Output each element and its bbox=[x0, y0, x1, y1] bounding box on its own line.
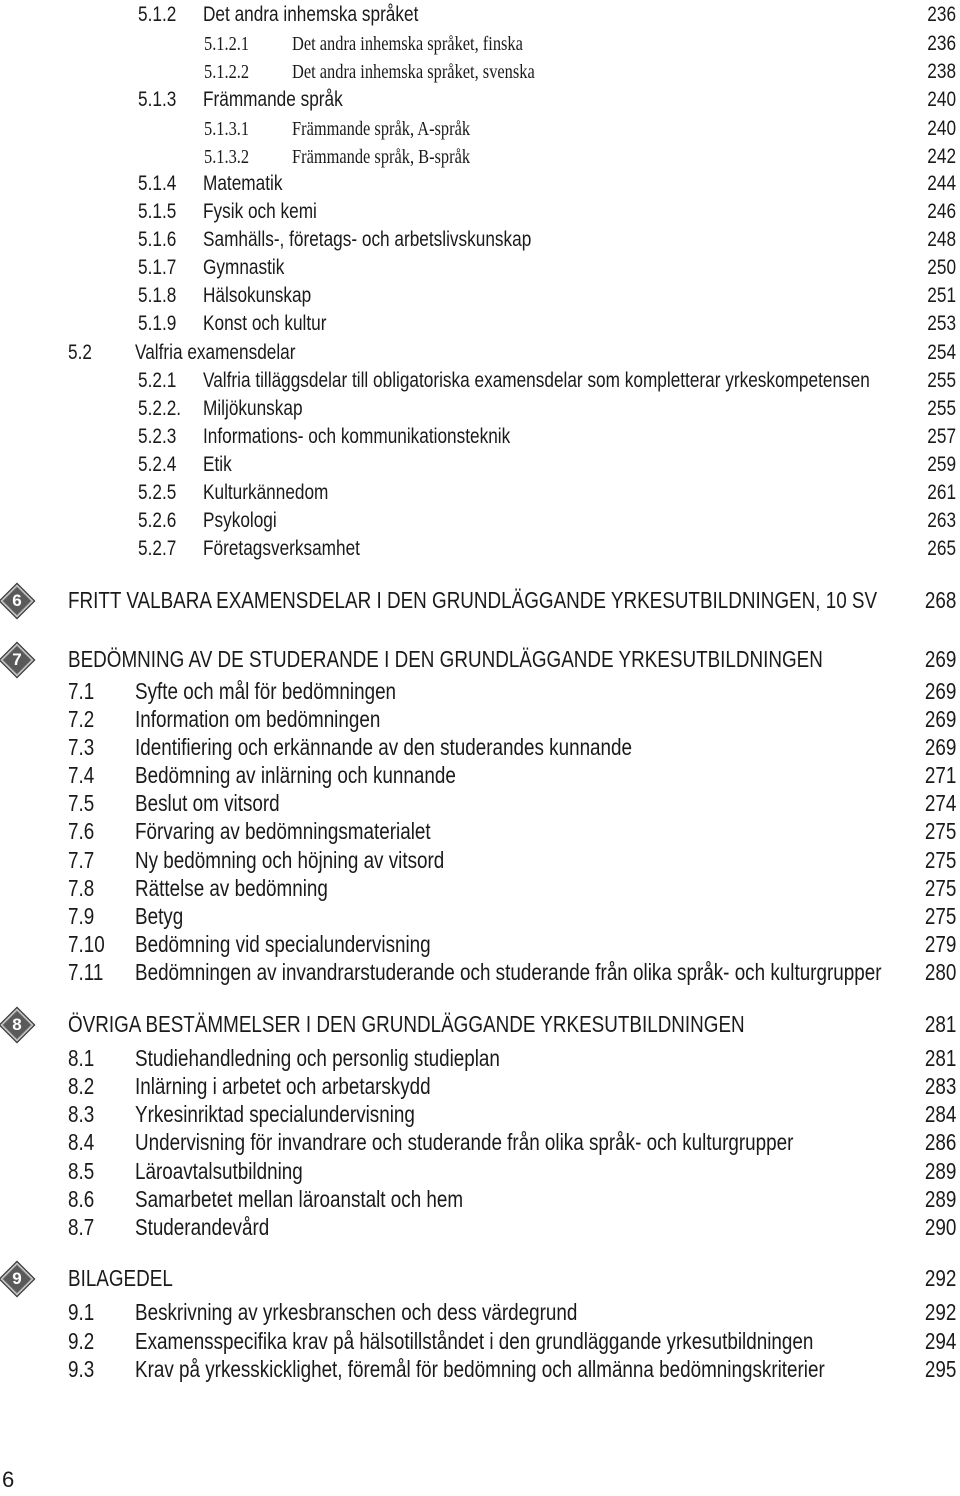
toc-entry[interactable] bbox=[0, 423, 960, 451]
toc-entry[interactable] bbox=[0, 1128, 960, 1156]
chapter-badge-icon bbox=[0, 583, 35, 620]
toc-entry-title: FRITT VALBARA EXAMENSDELAR I DEN GRUNDLÄGGANDE YRKESUTBILDNINGEN, 10 SV bbox=[68, 587, 878, 613]
chapter-heading[interactable] bbox=[0, 1264, 960, 1292]
toc-entry-page: 251 bbox=[927, 284, 956, 307]
toc-entry-page: 244 bbox=[927, 172, 956, 195]
toc-entry-number: 5.1.2.2 bbox=[204, 61, 250, 83]
toc-entry-title: Främmande språk, A-språk bbox=[292, 118, 471, 140]
toc-entry-number: 7.5 bbox=[68, 790, 95, 816]
toc-entry-number: 5.2.6 bbox=[138, 509, 177, 532]
toc-entry-number: 5.2.7 bbox=[138, 537, 177, 560]
toc-entry-number: 5.2.3 bbox=[138, 425, 177, 448]
toc-entry[interactable] bbox=[0, 198, 960, 226]
toc-entry-title: Studiehandledning och personlig studieplan bbox=[135, 1045, 500, 1071]
toc-entry-title: Inlärning i arbetet och arbetarskydd bbox=[135, 1073, 431, 1099]
toc-entry-page: 275 bbox=[924, 875, 956, 901]
toc-entry[interactable] bbox=[0, 395, 960, 423]
toc-entry-number: 9.1 bbox=[68, 1299, 95, 1325]
toc-entry-title: Matematik bbox=[203, 172, 283, 195]
toc-entry-title: Främmande språk bbox=[203, 88, 343, 111]
toc-entry[interactable] bbox=[0, 254, 960, 282]
toc-entry-title: Valfria tilläggsdelar till obligatoriska examensdelar som kompletterar yrkeskompetensen bbox=[203, 369, 870, 392]
toc-entry-number: 7.3 bbox=[68, 734, 95, 760]
toc-entry[interactable] bbox=[0, 479, 960, 507]
toc-entry-page: 295 bbox=[924, 1356, 956, 1382]
toc-entry-page: 269 bbox=[924, 678, 956, 704]
toc-entry[interactable] bbox=[0, 1072, 960, 1100]
toc-entry-page: 281 bbox=[924, 1045, 956, 1071]
toc-entry-number: 8.7 bbox=[68, 1214, 95, 1240]
toc-entry[interactable] bbox=[0, 507, 960, 535]
toc-entry-number: 5.1.9 bbox=[138, 312, 177, 335]
toc-entry-page: 254 bbox=[927, 341, 956, 364]
toc-entry[interactable] bbox=[0, 733, 960, 761]
toc-entry-page: 275 bbox=[924, 847, 956, 873]
toc-entry-page: 286 bbox=[924, 1129, 956, 1155]
toc-entry-title: Ny bedömning och höjning av vitsord bbox=[135, 847, 445, 873]
toc-entry-number: 8.4 bbox=[68, 1129, 95, 1155]
toc-entry-title: Miljökunskap bbox=[203, 397, 303, 420]
toc-entry[interactable] bbox=[0, 339, 960, 367]
toc-entry-title: Identifiering och erkännande av den studerandes kunnande bbox=[135, 734, 633, 760]
toc-entry-title: Studerandevård bbox=[135, 1214, 270, 1240]
toc-entry[interactable] bbox=[0, 115, 960, 143]
chapter-heading[interactable] bbox=[0, 586, 960, 614]
chapter-badge-number: 9 bbox=[12, 1269, 22, 1288]
toc-entry-number: 8.2 bbox=[68, 1073, 95, 1099]
chapter-heading[interactable] bbox=[0, 645, 960, 673]
toc-entry[interactable] bbox=[0, 817, 960, 845]
toc-entry-title: Förvaring av bedömningsmaterialet bbox=[135, 818, 431, 844]
toc-entry[interactable] bbox=[0, 930, 960, 958]
toc-entry-title: Psykologi bbox=[203, 509, 277, 532]
toc-entry-title: Samhälls-, företags- och arbetslivskunskap bbox=[203, 228, 532, 251]
toc-entry-title: BEDÖMNING AV DE STUDERANDE I DEN GRUNDLÄGGANDE YRKESUTBILDNINGEN bbox=[68, 646, 823, 672]
toc-entry-number: 8.5 bbox=[68, 1158, 95, 1184]
toc-entry-title: Gymnastik bbox=[203, 256, 285, 279]
toc-entry-title: Beskrivning av yrkesbranschen och dess värdegrund bbox=[135, 1299, 578, 1325]
chapter-heading[interactable] bbox=[0, 1010, 960, 1038]
toc-entry-number: 5.2.2. bbox=[138, 397, 182, 420]
toc-entry-number: 8.1 bbox=[68, 1045, 95, 1071]
chapter-badge-number: 7 bbox=[12, 650, 22, 669]
toc-entry[interactable] bbox=[0, 535, 960, 563]
toc-entry[interactable] bbox=[0, 789, 960, 817]
toc-entry[interactable] bbox=[0, 761, 960, 789]
toc-entry-number: 5.2.4 bbox=[138, 453, 177, 476]
toc-entry-title: Yrkesinriktad specialundervisning bbox=[135, 1101, 415, 1127]
chapter-badge-number: 8 bbox=[12, 1015, 22, 1034]
toc-entry-title: Informations- och kommunikationsteknik bbox=[203, 425, 511, 448]
toc-entry-page: 292 bbox=[924, 1265, 956, 1291]
toc-entry[interactable] bbox=[0, 1044, 960, 1072]
toc-entry-title: Rättelse av bedömning bbox=[135, 875, 328, 901]
toc-entry-page: 275 bbox=[924, 818, 956, 844]
chapter-badge-icon bbox=[0, 1007, 35, 1044]
toc-entry-title: Det andra inhemska språket bbox=[203, 3, 419, 26]
toc-entry-title: Beslut om vitsord bbox=[135, 790, 280, 816]
toc-entry-title: Examensspecifika krav på hälsotillståndet i den grundläggande yrkesutbildningen bbox=[135, 1328, 814, 1354]
toc-entry-number: 9.2 bbox=[68, 1328, 95, 1354]
toc-entry[interactable] bbox=[0, 705, 960, 733]
toc-entry-number: 5.1.7 bbox=[138, 256, 177, 279]
toc-entry-page: 255 bbox=[927, 369, 956, 392]
toc-entry-number: 7.9 bbox=[68, 903, 95, 929]
toc-entry-title: Betyg bbox=[135, 903, 184, 929]
toc-entry-number: 5.2.5 bbox=[138, 481, 177, 504]
toc-entry-page: 280 bbox=[924, 959, 956, 985]
toc-entry-page: 265 bbox=[927, 537, 956, 560]
toc-entry[interactable] bbox=[0, 1100, 960, 1128]
toc-entry[interactable] bbox=[0, 902, 960, 930]
toc-entry[interactable] bbox=[0, 958, 960, 986]
toc-entry-number: 7.8 bbox=[68, 875, 95, 901]
toc-entry[interactable] bbox=[0, 226, 960, 254]
toc-entry-page: 292 bbox=[924, 1299, 956, 1325]
toc-entry[interactable] bbox=[0, 1298, 960, 1326]
chapter-badge-icon bbox=[0, 1261, 35, 1298]
toc-entry[interactable] bbox=[0, 282, 960, 310]
toc-entry-title: Det andra inhemska språket, finska bbox=[292, 33, 523, 55]
toc-entry-page: 284 bbox=[924, 1101, 956, 1127]
toc-entry-title: Fysik och kemi bbox=[203, 200, 317, 223]
toc-entry-page: 290 bbox=[924, 1214, 956, 1240]
toc-entry-page: 281 bbox=[924, 1011, 956, 1037]
toc-entry-title: Företagsverksamhet bbox=[203, 537, 360, 560]
toc-entry-title: Bedömning vid specialundervisning bbox=[135, 931, 431, 957]
toc-entry-title: Bedömningen av invandrarstuderande och studerande från olika språk- och kulturgrupper bbox=[135, 959, 882, 985]
toc-entry-number: 5.1.3.2 bbox=[204, 146, 250, 168]
toc-entry-title: Krav på yrkesskicklighet, föremål för bedömning och allmänna bedömningskriterier bbox=[135, 1356, 825, 1382]
toc-entry-page: 240 bbox=[927, 117, 956, 140]
toc-entry-page: 248 bbox=[927, 228, 956, 251]
toc-entry-title: BILAGEDEL bbox=[68, 1265, 173, 1291]
toc-entry-title: Samarbetet mellan läroanstalt och hem bbox=[135, 1186, 464, 1212]
toc-entry-page: 250 bbox=[927, 256, 956, 279]
toc-entry-number: 5.2 bbox=[68, 341, 92, 364]
toc-entry[interactable] bbox=[0, 1157, 960, 1185]
toc-entry[interactable] bbox=[0, 58, 960, 86]
toc-entry-title: Syfte och mål för bedömningen bbox=[135, 678, 397, 704]
toc-entry-title: Bedömning av inlärning och kunnande bbox=[135, 762, 456, 788]
toc-entry-page: 269 bbox=[924, 646, 956, 672]
toc-entry-title: Valfria examensdelar bbox=[135, 341, 296, 364]
toc-entry[interactable] bbox=[0, 310, 960, 338]
toc-entry-page: 289 bbox=[924, 1158, 956, 1184]
toc-entry[interactable] bbox=[0, 677, 960, 705]
toc-entry-page: 242 bbox=[927, 145, 956, 168]
toc-entry-page: 246 bbox=[927, 200, 956, 223]
toc-entry[interactable] bbox=[0, 86, 960, 114]
toc-entry-number: 7.7 bbox=[68, 847, 95, 873]
toc-entry-page: 257 bbox=[927, 425, 956, 448]
toc-entry-page: 259 bbox=[927, 453, 956, 476]
toc-entry-number: 5.1.4 bbox=[138, 172, 177, 195]
toc-entry-number: 7.4 bbox=[68, 762, 95, 788]
toc-entry-page: 236 bbox=[927, 32, 956, 55]
page-number: 6 bbox=[2, 1467, 15, 1492]
toc-entry[interactable] bbox=[0, 874, 960, 902]
toc-entry[interactable] bbox=[0, 30, 960, 58]
toc-entry-number: 5.1.2 bbox=[138, 3, 177, 26]
toc-entry-page: 236 bbox=[927, 3, 956, 26]
toc-entry-number: 5.1.3.1 bbox=[204, 118, 250, 140]
toc-entry-title: Konst och kultur bbox=[203, 312, 327, 335]
toc-entry-page: 240 bbox=[927, 88, 956, 111]
toc-entry-title: Kulturkännedom bbox=[203, 481, 329, 504]
toc-entry-page: 275 bbox=[924, 903, 956, 929]
toc-entry[interactable] bbox=[0, 451, 960, 479]
toc-entry-number: 7.1 bbox=[68, 678, 95, 704]
toc-entry-number: 9.3 bbox=[68, 1356, 95, 1382]
toc-entry-page: 271 bbox=[924, 762, 956, 788]
toc-entry-page: 261 bbox=[927, 481, 956, 504]
toc-entry-page: 289 bbox=[924, 1186, 956, 1212]
toc-entry-title: ÖVRIGA BESTÄMMELSER I DEN GRUNDLÄGGANDE YRKESUTBILDNINGEN bbox=[68, 1011, 745, 1037]
toc-entry-number: 8.3 bbox=[68, 1101, 95, 1127]
toc-entry-page: 268 bbox=[924, 587, 956, 613]
toc-entry-number: 5.1.2.1 bbox=[204, 33, 250, 55]
toc-entry-page: 253 bbox=[927, 312, 956, 335]
toc-entry[interactable] bbox=[0, 1327, 960, 1355]
toc-entry-number: 7.2 bbox=[68, 706, 95, 732]
toc-entry[interactable] bbox=[0, 367, 960, 395]
toc-entry[interactable] bbox=[0, 1213, 960, 1241]
toc-entry[interactable] bbox=[0, 1185, 960, 1213]
toc-entry-title: Information om bedömningen bbox=[135, 706, 381, 732]
toc-entry-number: 5.2.1 bbox=[138, 369, 177, 392]
toc-entry-title: Läroavtalsutbildning bbox=[135, 1158, 303, 1184]
toc-entry-page: 238 bbox=[927, 60, 956, 83]
toc-entry-title: Det andra inhemska språket, svenska bbox=[292, 61, 535, 83]
toc-entry[interactable] bbox=[0, 170, 960, 198]
toc-entry-title: Hälsokunskap bbox=[203, 284, 312, 307]
toc-entry-page: 274 bbox=[924, 790, 956, 816]
toc-entry[interactable] bbox=[0, 1, 960, 29]
toc-entry-page: 263 bbox=[927, 509, 956, 532]
toc-entry[interactable] bbox=[0, 846, 960, 874]
toc-entry-title: Etik bbox=[203, 453, 232, 476]
toc-entry-page: 283 bbox=[924, 1073, 956, 1099]
toc-entry[interactable] bbox=[0, 143, 960, 171]
toc-entry-number: 7.11 bbox=[68, 959, 104, 985]
chapter-badge-number: 6 bbox=[12, 591, 22, 610]
toc-entry-page: 279 bbox=[924, 931, 956, 957]
toc-entry-number: 5.1.3 bbox=[138, 88, 177, 111]
toc-entry-number: 8.6 bbox=[68, 1186, 95, 1212]
toc-entry-page: 269 bbox=[924, 734, 956, 760]
toc-entry-title: Främmande språk, B-språk bbox=[292, 146, 471, 168]
toc-entry-number: 7.6 bbox=[68, 818, 95, 844]
toc-entry-page: 269 bbox=[924, 706, 956, 732]
chapter-badge-icon bbox=[0, 642, 35, 679]
toc-entry-title: Undervisning för invandrare och studerande från olika språk- och kulturgrupper bbox=[135, 1129, 794, 1155]
toc-entry-number: 5.1.5 bbox=[138, 200, 177, 223]
toc-entry-page: 255 bbox=[927, 397, 956, 420]
toc-entry-number: 5.1.8 bbox=[138, 284, 177, 307]
toc-entry-number: 7.10 bbox=[68, 931, 105, 957]
toc-entry-page: 294 bbox=[924, 1328, 956, 1354]
toc-entry[interactable] bbox=[0, 1355, 960, 1383]
toc-entry-number: 5.1.6 bbox=[138, 228, 177, 251]
